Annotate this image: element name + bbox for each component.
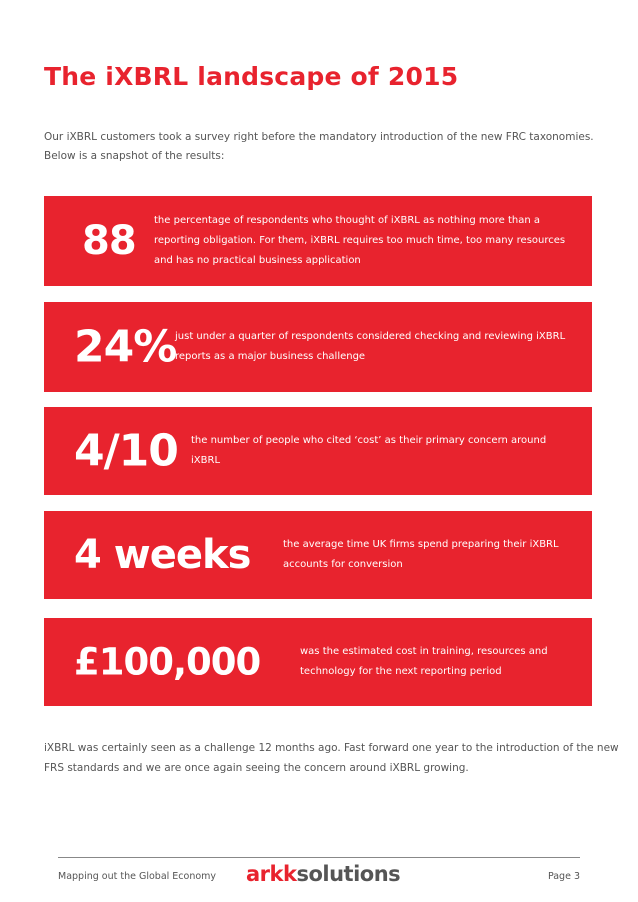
logo-part-arkk: arkk: [246, 862, 297, 886]
stat-description: [300, 642, 548, 682]
arkk-solutions-logo: [246, 862, 400, 886]
outro-paragraph: [44, 738, 619, 778]
stat-description: [283, 535, 559, 575]
stat-description: [154, 211, 565, 271]
stat-number: 24%: [74, 321, 177, 373]
stat-description: [191, 431, 546, 471]
stat-line: reporting obligation. For them, iXBRL requires too much time, too many resources: [154, 235, 566, 246]
stat-number: 4 weeks: [74, 532, 251, 578]
page-title: The iXBRL landscape of 2015: [44, 62, 459, 91]
stat-number: 88: [82, 218, 136, 264]
outro-line: FRS standards and we are once again seeing the concern around iXBRL growing.: [44, 762, 469, 774]
stat-line: reports as a major business challenge: [175, 351, 366, 362]
intro-paragraph: [44, 128, 604, 166]
stat-line: and has no practical business application: [154, 255, 361, 266]
page-number: Page 3: [547, 871, 580, 882]
stat-line: technology for the next reporting period: [300, 666, 502, 677]
stat-line: the average time UK firms spend preparing their iXBRL: [283, 539, 559, 550]
stat-line: the number of people who cited ‘cost’ as their primary concern around: [191, 435, 547, 446]
stat-line: just under a quarter of respondents considered checking and reviewing iXBRL: [175, 331, 566, 342]
stat-description: [175, 327, 565, 367]
stat-line: the percentage of respondents who thought of iXBRL as nothing more than a: [154, 215, 541, 226]
stat-box-4-of-10: [44, 407, 592, 495]
stat-line: accounts for conversion: [283, 559, 403, 570]
stat-box-88: [44, 196, 592, 286]
intro-line: Our iXBRL customers took a survey right before the mandatory introduction of the new FRC taxonomies.: [44, 131, 594, 143]
stat-box-24-percent: [44, 302, 592, 392]
stat-line: iXBRL: [191, 455, 221, 466]
footer-divider: [58, 857, 580, 858]
footer-tagline: Mapping out the Global Economy: [58, 871, 217, 882]
logo-part-solutions: solutions: [296, 862, 401, 886]
stat-line: was the estimated cost in training, resources and: [300, 646, 548, 657]
stat-number: 4/10: [74, 425, 178, 477]
outro-line: iXBRL was certainly seen as a challenge 12 months ago. Fast forward one year to the introduction of the new: [44, 742, 619, 754]
stat-box-100000: [44, 618, 592, 706]
stat-number: £100,000: [74, 640, 261, 684]
stat-box-4-weeks: [44, 511, 592, 599]
intro-line: Below is a snapshot of the results:: [44, 150, 225, 162]
